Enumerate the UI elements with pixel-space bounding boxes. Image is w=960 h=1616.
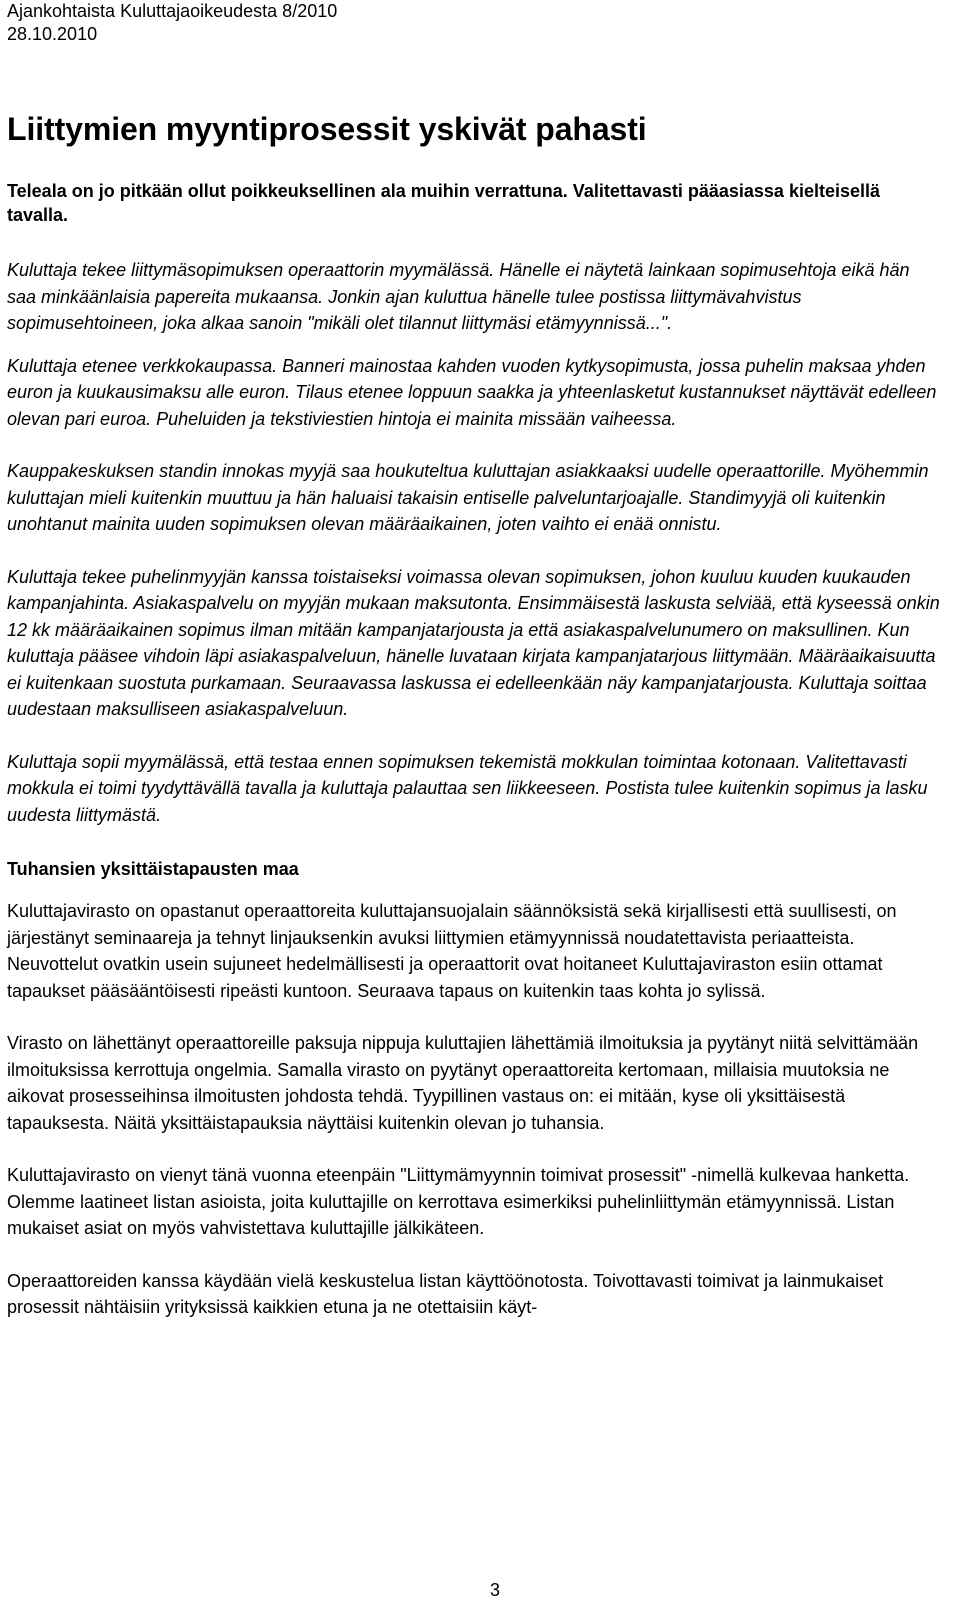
section-heading: Tuhansien yksittäistapausten maa [7,859,299,879]
page-title: Liittymien myyntiprosessit yskivät pahasti [7,111,647,147]
body-paragraph: Operaattoreiden kanssa käydään vielä keskustelua listan käyttöönotosta. Toivottavasti toimivat ja lainmukaiset prosessit nähtäisiin yrityksissä kaikkien etuna ja ne otettaisiin käyt- [7,1270,884,1317]
case-example-5: Kuluttaja sopii myymälässä, että testaa ennen sopimuksen tekemistä mokkulan toimintaa kotonaan. Valitettavasti mokkula ei toimi tyydyttävällä tavalla ja kuluttaja palauttaa sen liikkeeseen. Postista tulee kuitenkin sopimus ja lasku uudesta liittymästä. [7,751,928,825]
body-paragraph: Kuluttajavirasto on opastanut operaattoreita kuluttajansuojalain säännöksistä sekä kirjallisesti että suullisesti, on järjestänyt seminaareja ja tehnyt linjauksenkin avuksi liittymien etämyynnissä noudatettavista periaatteista. Neuvottelut ovatkin usein sujuneet hedelmällisesti ja operaattorit ovat hoitaneet Kuluttajaviraston esiin ottamat tapaukset pääsääntöisesti ripeästi kuntoon. Seuraava tapaus on kuitenkin taas kohta jo sylissä. [7,901,897,1001]
case-example-4: Kuluttaja tekee puhelinmyyjän kanssa toistaiseksi voimassa olevan sopimuksen, johon kuuluu kuuden kuukauden kampanjahinta. Asiakaspalvelu on myyjän mukaan maksutonta. Ensimmäisestä laskusta selviää, että kyseessä onkin 12 kk määräaikainen sopimus ilman mitään kampanjatarjousta ja että asiakaspalvelunumero on maksullinen. Kun kuluttaja pääsee vihdoin läpi asiakaspalveluun, hänelle luvataan kirjata kampanjatarjous liittymään. Määräaikaisuutta ei kuitenkaan suostuta purkamaan. Seuraavassa laskussa ei edelleenkään näy kampanjatarjousta. Kuluttaja soittaa uudestaan maksulliseen asiakaspalveluun. [7,566,940,719]
lead-paragraph: Teleala on jo pitkään ollut poikkeuksellinen ala muihin verrattuna. Valitettavasti pääasiassa kielteisellä tavalla. [7,181,881,225]
case-example-3: Kauppakeskuksen standin innokas myyjä saa houkuteltua kuluttajan asiakkaaksi uudelle operaattorille. Myöhemmin kuluttajan mieli kuitenkin muuttuu ja hän haluaisi takaisin entiselle palveluntarjoajalle. Standimyyjä oli kuitenkin unohtanut mainita uuden sopimuksen olevan määräaikainen, joten vaihto ei enää onnistu. [7,461,929,534]
header-date: 28.10.2010 [7,24,98,44]
header-publication: Ajankohtaista Kuluttajaoikeudesta 8/2010 [7,1,338,21]
case-example-2: Kuluttaja etenee verkkokaupassa. Banneri mainostaa kahden vuoden kytkysopimusta, jossa puhelin maksaa yhden euron ja kuukausimaksu alle euron. Tilaus etenee loppuun saakka ja yhteenlasketut kustannukset näyttävät edelleen olevan pari euroa. Puheluiden ja tekstiviestien hintoja ei mainita missään vaiheessa. [7,355,937,429]
body-paragraph: Kuluttajavirasto on vienyt tänä vuonna eteenpäin "Liittymämyynnin toimivat prosessit" -nimellä kulkevaa hanketta. Olemme laatineet listan asioista, joita kuluttajille on kerrottava esimerkiksi puhelinliittymän etämyynnissä. Listan mukaiset asiat on myös vahvistettava kuluttajille jälkikäteen. [7,1165,910,1238]
page-number: 3 [490,1580,501,1600]
body-paragraph: Virasto on lähettänyt operaattoreille paksuja nippuja kuluttajien lähettämiä ilmoituksia ja pyytänyt niitä selvittämään ilmoituksissa kerrottuja ongelmia. Samalla virasto on pyytänyt operaattoreita kertomaan, millaisia muutoksia ne aikovat prosesseihinsa ilmoitusten johdosta tehdä. Tyypillinen vastaus on: ei mitään, kyse oli yksittäisestä tapauksesta. Näitä yksittäistapauksia näyttäisi kuitenkin olevan jo tuhansia. [7,1033,919,1133]
document-page [7,0,942,1321]
case-example-1: Kuluttaja tekee liittymäsopimuksen operaattorin myymälässä. Hänelle ei näytetä lainkaan sopimusehtoja eikä hän saa minkäänlaisia papereita mukaansa. Jonkin ajan kuluttua hänelle tulee postissa liittymävahvistus sopimusehtoineen, joka alkaa sanoin "mikäli olet tilannut liittymäsi etämyynnissä...". [7,260,910,333]
